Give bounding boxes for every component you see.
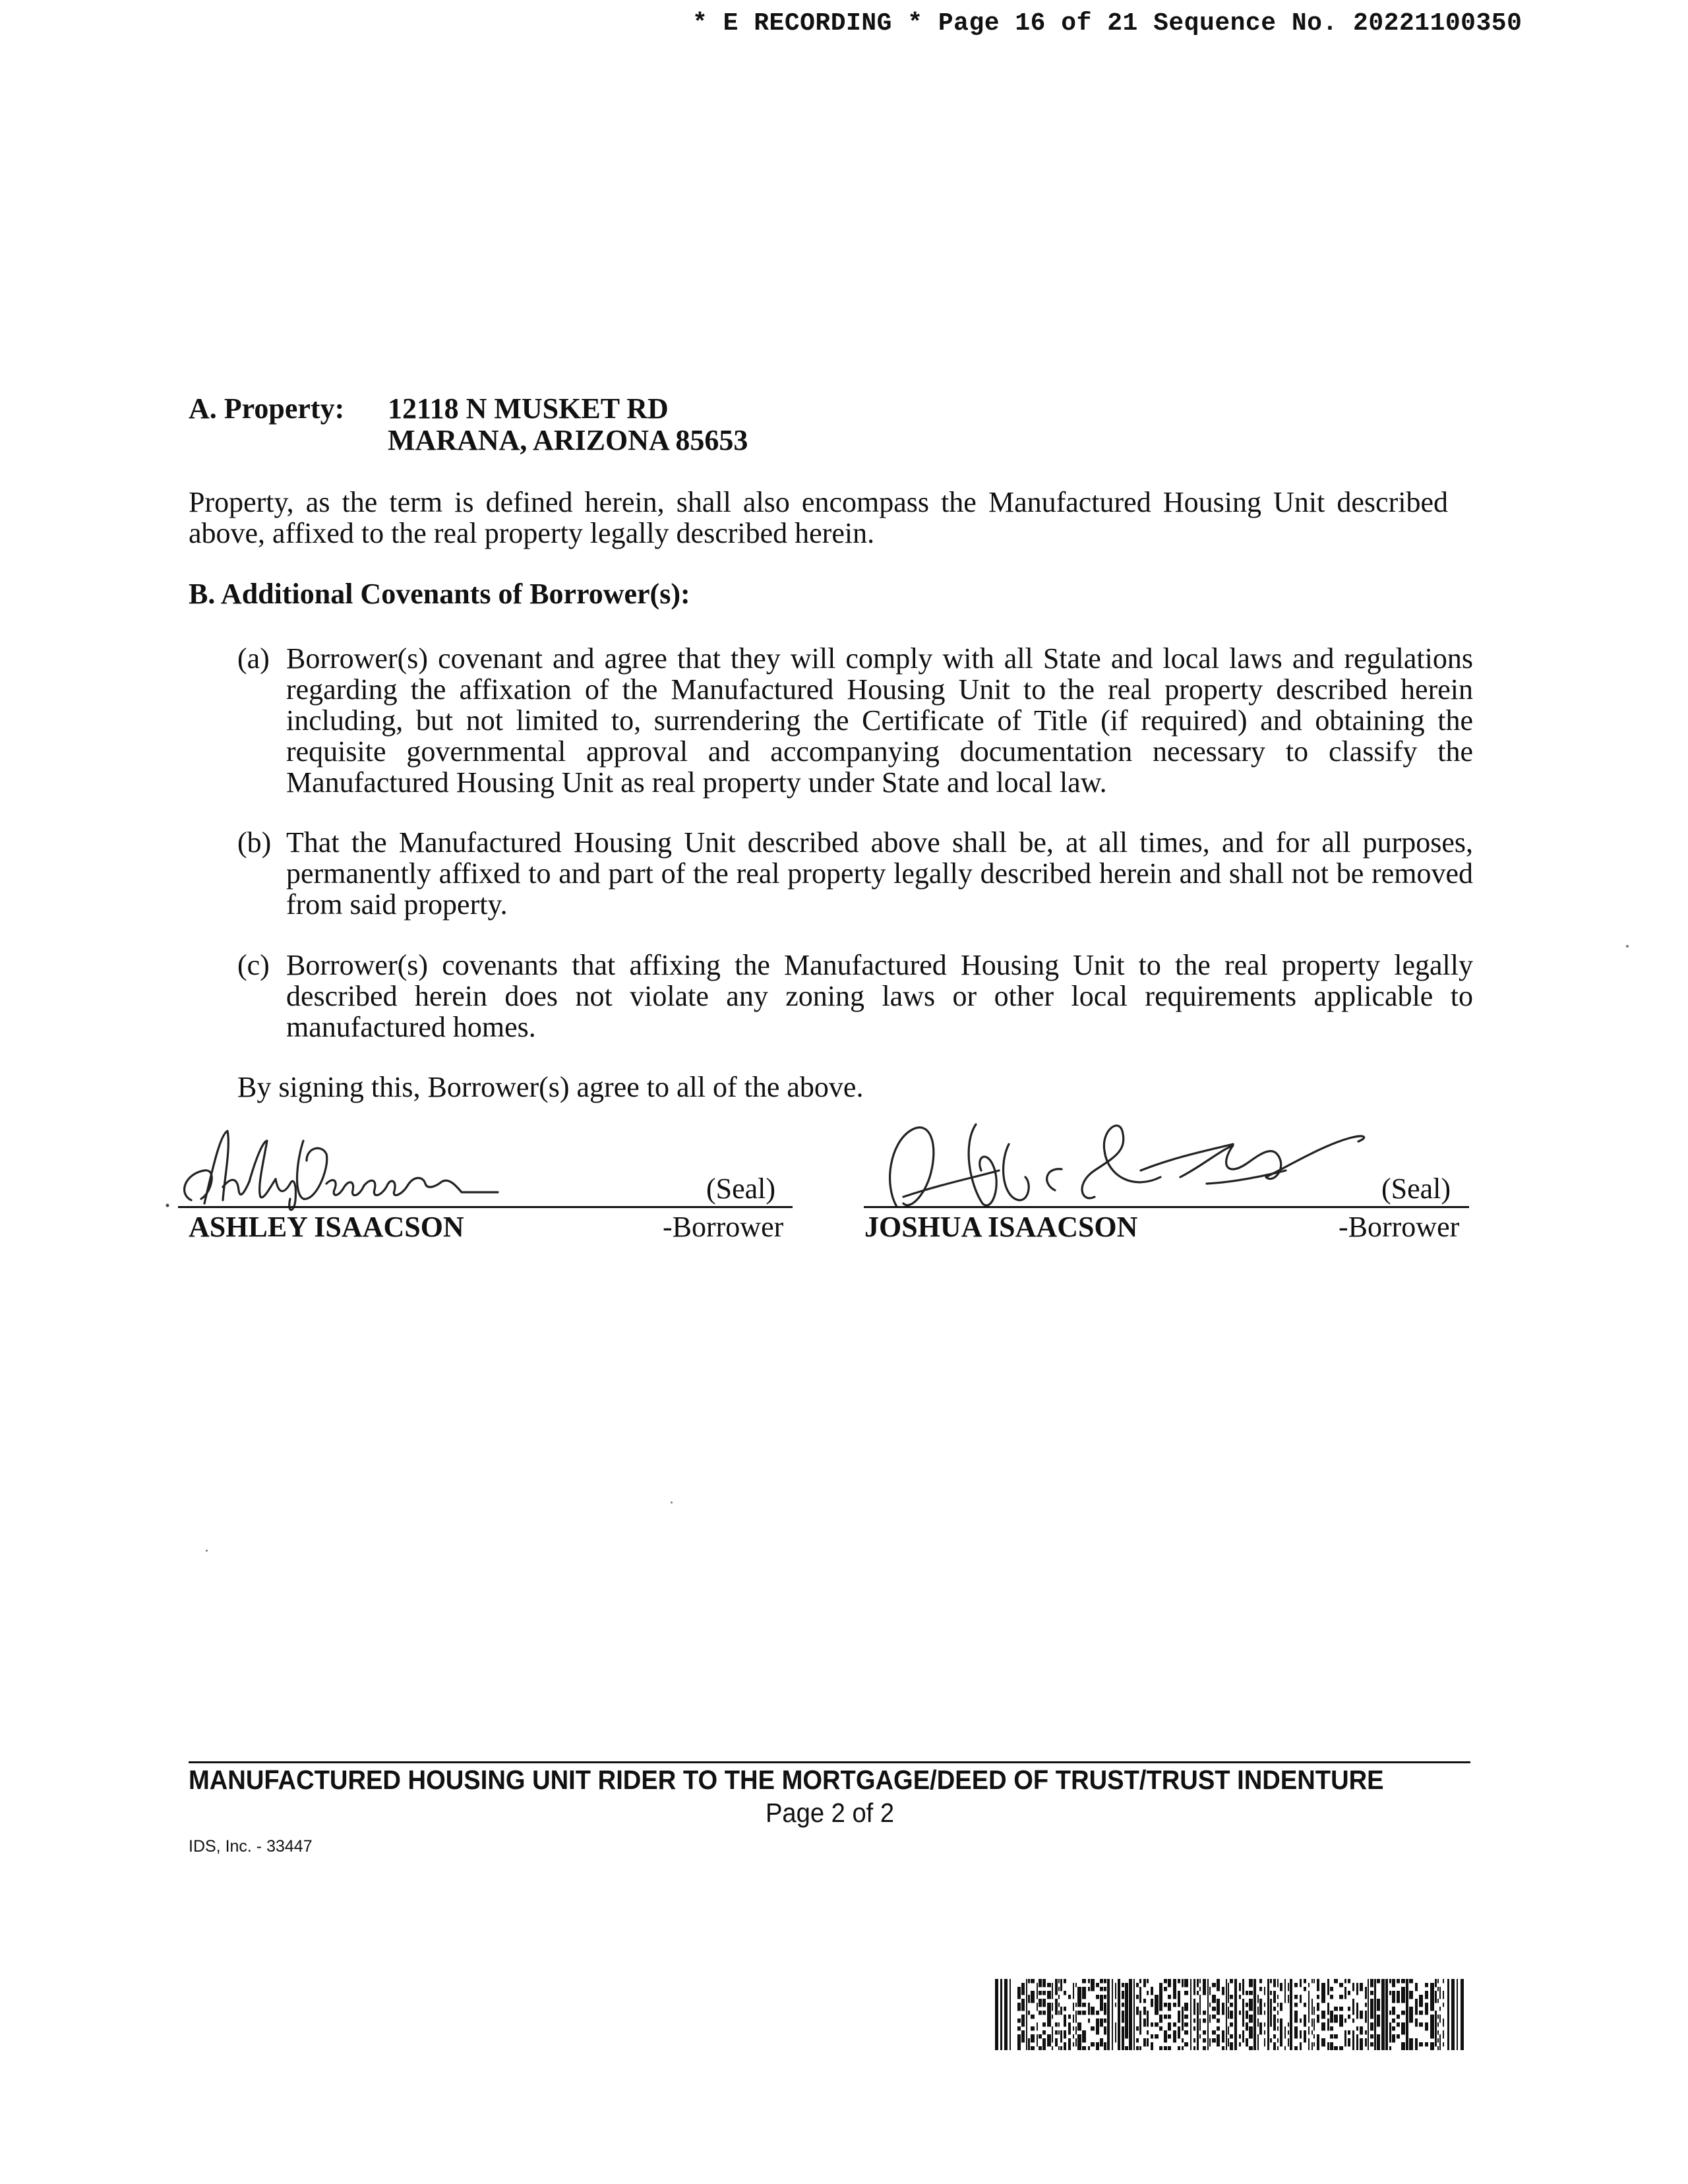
covenant-a-text: Borrower(s) covenant and agree that they will comply with all State and local laws and regulations regarding the affixation of the Manufactured Housing Unit to the real property described herein including, but not limited to, surrendering the Certificate of Title (if required) and obtaining the requisite governmental approval and accompanying documentation necessary to classify the Manufactured Housing Unit as real property under State and local law. xyxy=(286,642,1473,799)
property-address-line-2: MARANA, ARIZONA 85653 xyxy=(388,424,748,456)
scan-speck xyxy=(1626,945,1629,948)
signer-name-2: JOSHUA ISAACSON xyxy=(864,1211,1138,1243)
footer-title: MANUFACTURED HOUSING UNIT RIDER TO THE MORTGAGE/DEED OF TRUST/TRUST INDENTURE xyxy=(189,1765,1384,1795)
seal-label-1: (Seal) xyxy=(706,1172,776,1205)
covenant-b-text: That the Manufactured Housing Unit described above shall be, at all times, and for all purposes, permanently affixed to and part of the real property legally described herein and shall not be removed from said property. xyxy=(286,826,1473,921)
seal-label-2: (Seal) xyxy=(1381,1172,1451,1205)
signature-ashley xyxy=(165,1121,508,1213)
signature-line-2 xyxy=(864,1206,1469,1208)
footer-rule xyxy=(189,1761,1470,1763)
form-id: IDS, Inc. - 33447 xyxy=(189,1837,313,1856)
covenant-b-letter: (b) xyxy=(237,826,272,859)
signer-role-2: -Borrower xyxy=(1339,1211,1460,1243)
signer-name-1: ASHLEY ISAACSON xyxy=(189,1211,464,1243)
scan-speck xyxy=(206,1550,208,1552)
recording-header: * E RECORDING * Page 16 of 21 Sequence No. 20221100350 xyxy=(692,9,1522,38)
property-address-line-1: 12118 N MUSKET RD xyxy=(388,392,669,425)
scan-speck xyxy=(671,1502,673,1503)
property-paragraph: Property, as the term is defined herein, shall also encompass the Manufactured Housing Unit described above, affixed to the real property legally described herein. xyxy=(189,486,1448,549)
agreement-statement: By signing this, Borrower(s) agree to all of the above. xyxy=(237,1071,864,1103)
covenant-a-letter: (a) xyxy=(237,642,270,675)
barcode-icon xyxy=(995,1979,1467,2050)
signature-joshua xyxy=(877,1105,1378,1217)
property-label: A. Property: xyxy=(189,392,345,425)
signer-role-1: -Borrower xyxy=(663,1211,784,1243)
covenant-c-letter: (c) xyxy=(237,949,270,981)
footer-page-number: Page 2 of 2 xyxy=(766,1798,895,1828)
covenant-c-text: Borrower(s) covenants that affixing the Manufactured Housing Unit to the real property legally described herein does not violate any zoning laws or other local requirements applicable to manufactured homes. xyxy=(286,949,1473,1043)
signature-line-1 xyxy=(178,1206,793,1208)
covenants-heading: B. Additional Covenants of Borrower(s): xyxy=(189,578,690,610)
